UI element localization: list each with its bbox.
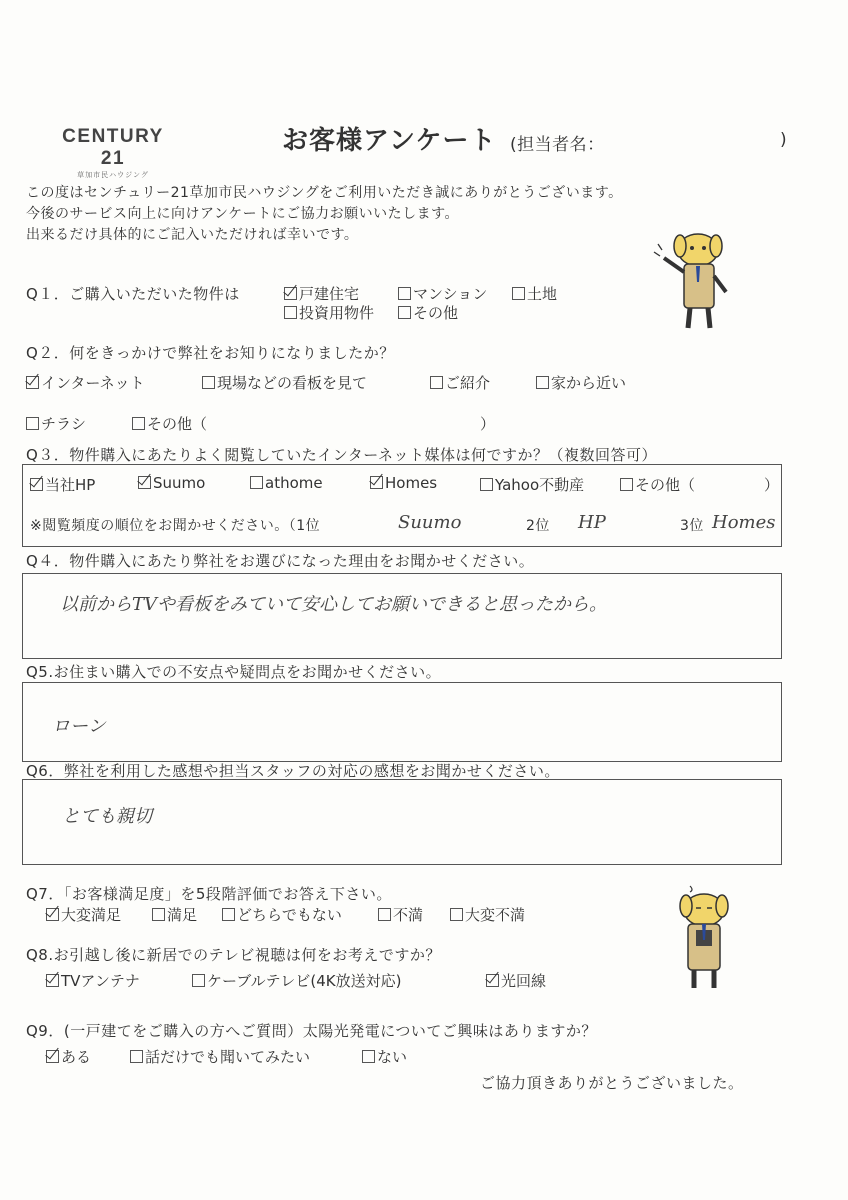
q2-paren-close: ） — [480, 415, 496, 433]
q3-rank1-handwritten[interactable]: Suumo — [398, 512, 462, 533]
checkbox[interactable] — [620, 478, 633, 491]
checkbox[interactable] — [398, 287, 411, 300]
q2-option-near-home[interactable]: 家から近い — [536, 372, 626, 393]
logo — [48, 126, 178, 180]
checkbox[interactable] — [152, 908, 165, 921]
checkbox[interactable] — [284, 306, 297, 319]
checkbox[interactable] — [378, 908, 391, 921]
q8-option-cable-tv[interactable]: ケーブルテレビ(4K放送対応) — [192, 970, 401, 991]
checkbox[interactable] — [130, 1050, 143, 1063]
q7-option-very-satisfied[interactable]: 大変満足 — [46, 904, 121, 925]
staff-name-close: ) — [780, 130, 788, 150]
q2-option-referral[interactable]: ご紹介 — [430, 372, 490, 393]
q7-option-satisfied[interactable]: 満足 — [152, 904, 197, 925]
q8-label: Q8.お引越し後に新居でのテレビ視聴は何をお考えですか？ — [26, 946, 441, 964]
checkbox-checked[interactable] — [46, 974, 59, 987]
checkbox[interactable] — [398, 306, 411, 319]
q6-answer-handwritten: とても親切 — [62, 806, 152, 827]
q6-label: Q6．弊社を利用した感想や担当スタッフの対応の感想をお聞かせください。 — [26, 762, 560, 780]
q3-rank2-handwritten[interactable]: HP — [578, 512, 606, 533]
q5-label: Q5.お住まい購入での不安点や疑問点をお聞かせください。 — [26, 663, 442, 681]
q7-label: Q7．「お客様満足度」を5段階評価でお答え下さい。 — [26, 885, 392, 903]
staff-name-label: (担当者名： — [510, 135, 605, 155]
checkbox[interactable] — [250, 476, 263, 489]
q1-option-condo[interactable]: マンション — [398, 283, 487, 304]
q3-option-athome[interactable]: athome — [250, 474, 323, 492]
checkbox-checked[interactable] — [284, 287, 297, 300]
q3-option-homes[interactable]: Homes — [370, 474, 437, 492]
q3-rank2-label: 2位 — [526, 518, 550, 534]
checkbox[interactable] — [512, 287, 525, 300]
q3-paren-close: ） — [764, 476, 780, 494]
q1-option-investment[interactable]: 投資用物件 — [284, 302, 374, 323]
q1-option-other[interactable]: その他 — [398, 302, 458, 323]
q2-label: Q２．何をきっかけで弊社をお知りになりましたか？ — [26, 344, 395, 362]
q3-label: Q３．物件購入にあたりよく閲覧していたインターネット媒体は何ですか？（複数回答可） — [26, 446, 657, 464]
logo-text: CENTURY 21 — [62, 126, 164, 169]
q3-option-yahoo[interactable]: Yahoo不動産 — [480, 474, 584, 495]
checkbox[interactable] — [222, 908, 235, 921]
checkbox[interactable] — [536, 376, 549, 389]
page-title: お客様アンケート — [282, 126, 497, 156]
q5-answer-box[interactable] — [22, 682, 782, 762]
checkbox-checked[interactable] — [26, 376, 39, 389]
q4-answer-handwritten: 以前からTVや看板をみていて安心してお願いできると思ったから。 — [60, 594, 608, 615]
checkbox[interactable] — [26, 417, 39, 430]
q3-rank-label: ※閲覧頻度の順位をお聞かせください。（1位 — [30, 518, 321, 534]
q2-option-signboard[interactable]: 現場などの看板を見て — [202, 372, 367, 393]
intro-line-1: この度はセンチュリー21草加市民ハウジングをご利用いただき誠にありがとうございます。 — [26, 185, 623, 201]
q7-option-very-dissatisfied[interactable]: 大変不満 — [450, 904, 525, 925]
logo-subtext: 草加市民ハウジング — [77, 171, 149, 179]
q1-option-detached-house[interactable]: 戸建住宅 — [284, 283, 359, 304]
q4-label: Q４．物件購入にあたり弊社をお選びになった理由をお聞かせください。 — [26, 552, 535, 570]
checkbox-checked[interactable] — [486, 974, 499, 987]
q5-answer-handwritten: ローン — [52, 716, 106, 737]
checkbox-checked[interactable] — [30, 478, 43, 491]
checkbox-checked[interactable] — [370, 476, 383, 489]
checkbox[interactable] — [202, 376, 215, 389]
q3-option-company-hp[interactable]: 当社HP — [30, 474, 95, 495]
checkbox-checked[interactable] — [46, 1050, 59, 1063]
q3-rank3-handwritten[interactable]: Homes — [712, 512, 776, 533]
q7-option-neutral[interactable]: どちらでもない — [222, 904, 342, 925]
q3-option-other[interactable]: その他（ — [620, 474, 695, 495]
q9-option-hear-more[interactable]: 話だけでも聞いてみたい — [130, 1046, 310, 1067]
intro-line-2: 今後のサービス向上に向けアンケートにご協力お願いいたします。 — [26, 206, 460, 222]
checkbox[interactable] — [132, 417, 145, 430]
q9-label: Q9．(一戸建てをご購入の方へご質問）太陽光発電についてご興味はありますか？ — [26, 1022, 597, 1040]
q7-option-dissatisfied[interactable]: 不満 — [378, 904, 423, 925]
q1-label: Q１．ご購入いただいた物件は — [26, 285, 240, 303]
checkbox-checked[interactable] — [46, 908, 59, 921]
checkbox[interactable] — [480, 478, 493, 491]
q2-option-flyer[interactable]: チラシ — [26, 413, 86, 434]
mascot-dog-illustration — [670, 884, 738, 992]
checkbox-checked[interactable] — [138, 476, 151, 489]
q8-option-tv-antenna[interactable]: TVアンテナ — [46, 970, 140, 991]
q2-option-other[interactable]: その他（ — [132, 413, 207, 434]
closing-message: ご協力頂きありがとうございました。 — [480, 1074, 744, 1092]
intro-line-3: 出来るだけ具体的にご記入いただければ幸いです。 — [26, 227, 359, 243]
q3-rank3-label: 3位 — [680, 518, 704, 534]
q9-option-no[interactable]: ない — [362, 1046, 407, 1067]
q3-option-suumo[interactable]: Suumo — [138, 474, 205, 492]
checkbox[interactable] — [192, 974, 205, 987]
checkbox[interactable] — [430, 376, 443, 389]
checkbox[interactable] — [450, 908, 463, 921]
mascot-dog-illustration — [650, 228, 740, 334]
q8-option-fiber[interactable]: 光回線 — [486, 970, 546, 991]
q1-option-land[interactable]: 土地 — [512, 283, 557, 304]
q4-answer-box[interactable] — [22, 573, 782, 659]
q2-option-internet[interactable]: インターネット — [26, 372, 145, 393]
q9-option-yes[interactable]: ある — [46, 1046, 91, 1067]
checkbox[interactable] — [362, 1050, 375, 1063]
